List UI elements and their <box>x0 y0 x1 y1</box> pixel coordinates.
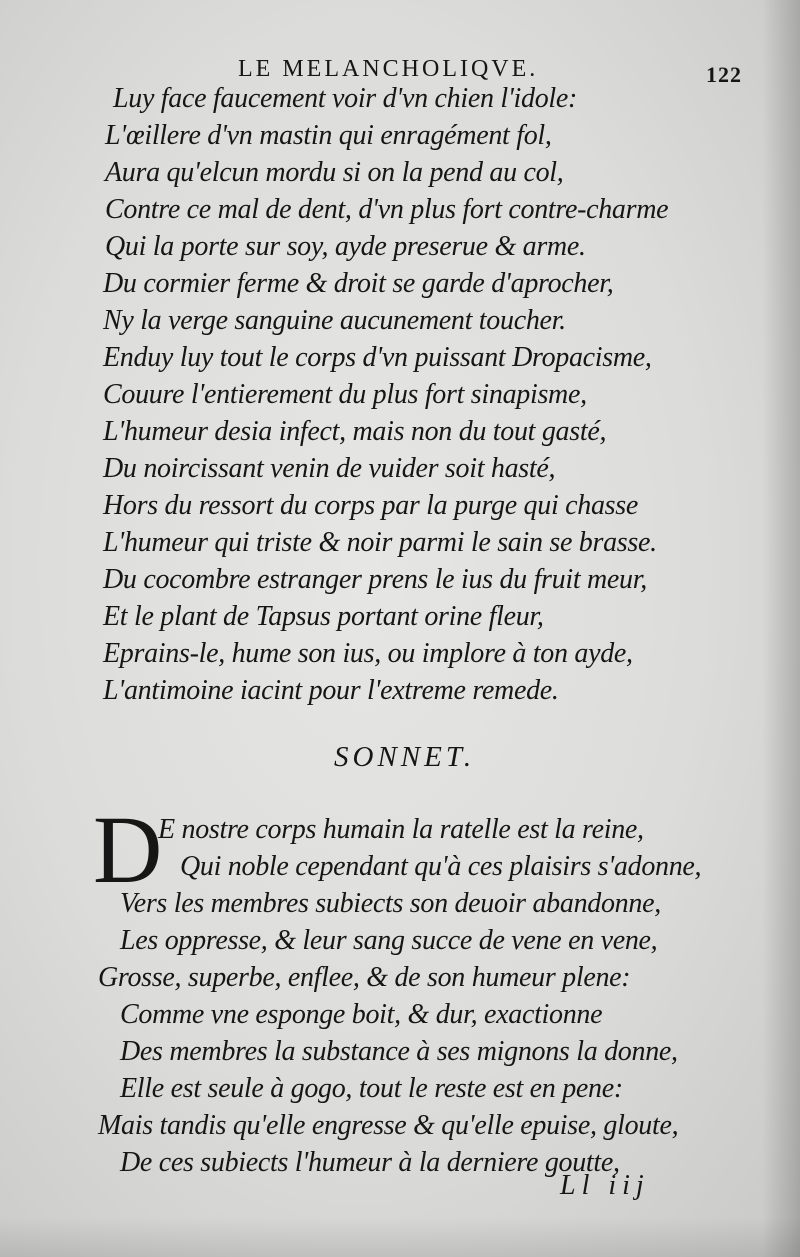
page-bottom-shadow <box>0 1217 800 1257</box>
section-title: SONNET. <box>334 741 476 773</box>
sonnet-line: De ces subiects l'humeur à la derniere goutte, <box>120 1147 620 1178</box>
verse-line: Du cocombre estranger prens le ius du fruit meur, <box>103 564 647 595</box>
page-number: 122 <box>706 62 742 87</box>
sonnet-line: Grosse, superbe, enflee, & de son humeur plene: <box>98 962 631 993</box>
sonnet-line: Des membres la substance à ses mignons la donne, <box>120 1036 678 1067</box>
signature-mark: Ll iij <box>560 1170 650 1201</box>
verse-line: Du cormier ferme & droit se garde d'aprocher, <box>103 268 614 299</box>
sonnet-line: Les oppresse, & leur sang succe de vene en vene, <box>120 925 658 956</box>
verse-line: Contre ce mal de dent, d'vn plus fort contre-charme <box>105 194 669 225</box>
verse-line: Hors du ressort du corps par la purge qui chasse <box>103 490 638 521</box>
verse-line: Qui la porte sur soy, ayde preserue & arme. <box>105 231 586 262</box>
sonnet-line: E nostre corps humain la ratelle est la reine, <box>158 814 644 845</box>
verse-line: Enduy luy tout le corps d'vn puissant Dropacisme, <box>103 342 652 373</box>
verse-line: Eprains-le, hume son ius, ou implore à ton ayde, <box>103 638 633 669</box>
sonnet-line: Mais tandis qu'elle engresse & qu'elle epuise, gloute, <box>98 1110 679 1141</box>
verse-line: Luy face faucement voir d'vn chien l'idole: <box>113 83 578 114</box>
verse-line: L'humeur desia infect, mais non du tout gasté, <box>103 416 607 447</box>
running-head: LE MELANCHOLIQVE. <box>238 56 539 82</box>
sonnet-line: Qui noble cependant qu'à ces plaisirs s'adonne, <box>180 851 702 882</box>
verse-line: L'œillere d'vn mastin qui enragément fol, <box>105 120 552 151</box>
sonnet-line: Elle est seule à gogo, tout le reste est en pene: <box>120 1073 623 1104</box>
verse-line: Aura qu'elcun mordu si on la pend au col, <box>105 157 564 188</box>
drop-cap: D <box>93 796 163 903</box>
sonnet-line: Comme vne esponge boit, & dur, exactionne <box>120 999 603 1030</box>
verse-line: Ny la verge sanguine aucunement toucher. <box>103 305 566 336</box>
verse-line: L'antimoine iacint pour l'extreme remede. <box>103 675 559 706</box>
verse-line: Couure l'entierement du plus fort sinapisme, <box>103 379 587 410</box>
verse-line: L'humeur qui triste & noir parmi le sain se brasse. <box>103 527 657 558</box>
sonnet-line: Vers les membres subiects son deuoir abandonne, <box>120 888 661 919</box>
page-edge-shadow <box>762 0 800 1257</box>
verse-line: Et le plant de Tapsus portant orine fleur, <box>103 601 544 632</box>
verse-line: Du noircissant venin de vuider soit hasté, <box>103 453 556 484</box>
